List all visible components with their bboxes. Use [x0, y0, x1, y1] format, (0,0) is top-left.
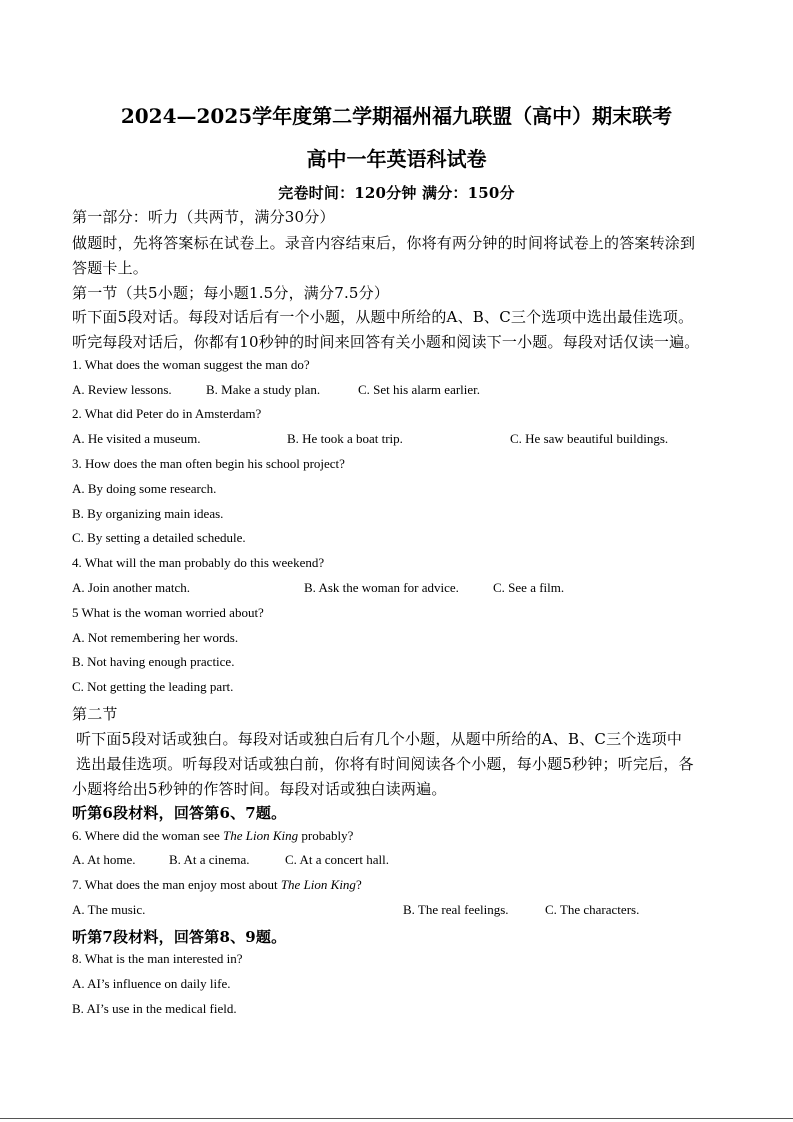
- question-1-option-a: A. Review lessons.: [72, 382, 172, 397]
- question-3-option-c: C. By setting a detailed schedule.: [72, 530, 246, 545]
- exam-title: 2024—2025学年度第二学期福州福九联盟（高中）期末联考: [120, 104, 673, 128]
- question-7-option-a: A. The music.: [72, 902, 146, 917]
- section2-instruction-line3: 小题将给出5秒钟的作答时间。每段对话或独白读两遍。: [72, 780, 447, 798]
- question-7-stem-post: ?: [355, 877, 362, 892]
- page-bottom-divider: [0, 1118, 793, 1119]
- question-2-option-a: A. He visited a museum.: [72, 431, 201, 446]
- question-6-stem-pre: 6. Where did the woman see: [72, 828, 224, 843]
- question-8-option-b: B. AI’s use in the medical field.: [72, 1001, 237, 1016]
- part1-instruction-line1: 做题时，先将答案标在试卷上。录音内容结束后，你将有两分钟的时间将试卷上的答案转涂到: [72, 234, 696, 252]
- exam-subtitle: 高中一年英语科试卷: [306, 147, 487, 171]
- question-5-option-c: C. Not getting the leading part.: [72, 679, 234, 694]
- question-4-option-b: B. Ask the woman for advice.: [304, 580, 459, 595]
- section2-instruction-line1: 听下面5段对话或独白。每段对话或独白后有几个小题，从题中所给的A、B、C三个选项中: [76, 730, 683, 748]
- question-8-stem: 8. What is the man interested in?: [72, 951, 243, 966]
- question-7-stem: [72, 877, 362, 893]
- question-6-stem-title: The Lion King: [223, 828, 299, 843]
- section1-heading: 第一节（共5小题；每小题1.5分，满分7.5分）: [72, 284, 390, 302]
- question-5-option-a: A. Not remembering her words.: [72, 630, 239, 645]
- question-5-option-b: B. Not having enough practice.: [72, 654, 235, 669]
- time-and-score: 完卷时间：120分钟 满分：150分: [278, 184, 515, 202]
- question-3-option-b: B. By organizing main ideas.: [72, 506, 224, 521]
- question-7-stem-pre: 7. What does the man enjoy most about: [72, 877, 281, 892]
- question-2-stem: 2. What did Peter do in Amsterdam?: [72, 406, 262, 421]
- question-7-option-c: C. The characters.: [545, 902, 640, 917]
- question-3-option-a: A. By doing some research.: [72, 481, 217, 496]
- question-6-stem: [72, 828, 353, 844]
- question-5-stem: 5 What is the woman worried about?: [72, 605, 264, 620]
- part1-heading: 第一部分：听力（共两节，满分30分）: [72, 208, 335, 226]
- question-4-option-a: A. Join another match.: [72, 580, 191, 595]
- section2-heading: 第二节: [72, 705, 118, 723]
- question-6-stem-post: probably?: [298, 828, 354, 843]
- question-1-stem: 1. What does the woman suggest the man do?: [72, 357, 310, 372]
- question-6-option-c: C. At a concert hall.: [285, 852, 389, 867]
- question-3-stem: 3. How does the man often begin his school project?: [72, 456, 345, 471]
- question-6-option-b: B. At a cinema.: [169, 852, 250, 867]
- material-6-heading: 听第6段材料，回答第6、7题。: [72, 804, 287, 822]
- section1-instruction-line1: 听下面5段对话。每段对话后有一个小题，从题中所给的A、B、C三个选项中选出最佳选项。: [72, 308, 694, 326]
- question-4-stem: 4. What will the man probably do this weekend?: [72, 555, 325, 570]
- section1-instruction-line2: 听完每段对话后，你都有10秒钟的时间来回答有关小题和阅读下一小题。每段对话仅读一遍。: [72, 333, 700, 351]
- material-7-heading: 听第7段材料，回答第8、9题。: [72, 928, 287, 946]
- question-1-option-c: C. Set his alarm earlier.: [358, 382, 481, 397]
- section2-instruction-line2: 选出最佳选项。听每段对话或独白前，你将有时间阅读各个小题，每小题5秒钟；听完后，各: [76, 755, 694, 773]
- question-8-option-a: A. AI’s influence on daily life.: [72, 976, 231, 991]
- question-7-option-b: B. The real feelings.: [403, 902, 509, 917]
- question-2-option-c: C. He saw beautiful buildings.: [510, 431, 669, 446]
- question-2-option-b: B. He took a boat trip.: [287, 431, 403, 446]
- part1-instruction-line2: 答题卡上。: [72, 259, 149, 277]
- question-1-option-b: B. Make a study plan.: [206, 382, 321, 397]
- question-7-stem-title: The Lion King: [280, 877, 356, 892]
- question-6-option-a: A. At home.: [72, 852, 136, 867]
- question-4-option-c: C. See a film.: [493, 580, 565, 595]
